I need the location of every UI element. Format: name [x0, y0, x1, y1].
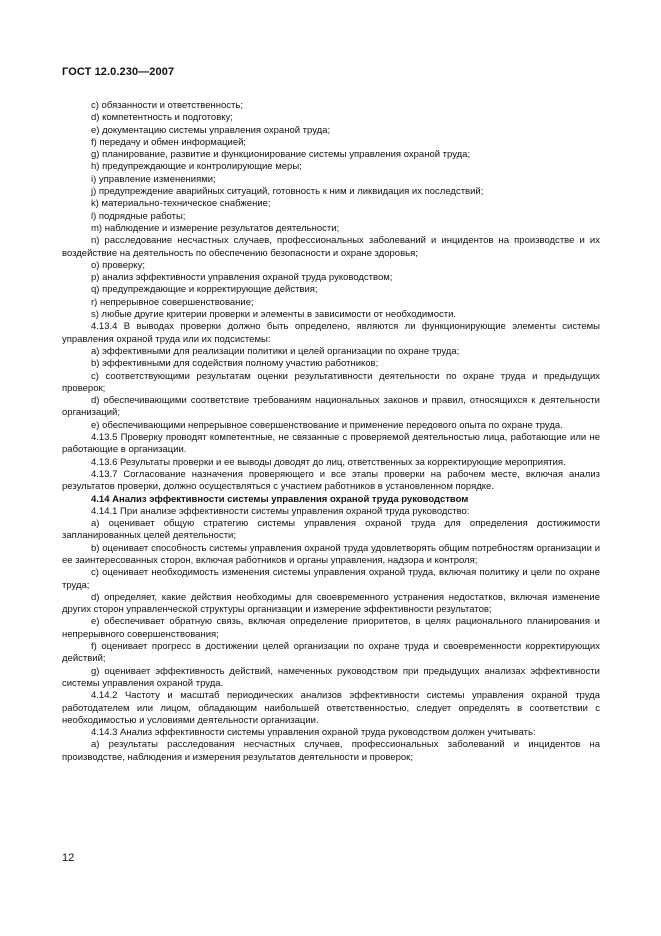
list-item: d) компетентность и подготовку;: [91, 112, 233, 124]
list-item: b) оценивает способность системы управления охраной труда удовлетворять общим потребностям организации и ее заинтересованных сторон, включая работников и органы управления, надзора и контроля;: [62, 542, 600, 566]
list-item: d) определяет, какие действия необходимы для своевременного устранения недостатков, включая изменение других сторон управленческой структуры организации и измерение эффективности результатов;: [62, 591, 600, 616]
list-item: f) передачу и обмен информацией;: [91, 136, 247, 148]
list-item: d) обеспечивающими соответствие требованиям национальных законов и правил, относящихся к деятельности организаций;: [62, 395, 600, 419]
list-item: a) оценивает общую стратегию системы управления охраной труда для определения достижимости запланированных целей деятельности;: [62, 518, 600, 542]
list-item: o) проверку;: [91, 259, 145, 271]
page-number: 12: [62, 852, 75, 864]
list-item: h) предупреждающие и контролирующие меры;: [91, 161, 302, 173]
list-item: a) результаты расследования несчастных случаев, профессиональных заболеваний и инцидентов на производстве, наблюдения и измерения результатов деятельности и проверок;: [62, 739, 600, 763]
list-item: c) обязанности и ответственность;: [91, 100, 243, 111]
clause-paragraph: 4.13.4 В выводах проверки должно быть определено, являются ли функционирующие элементы системы управления охраной труда или их подсистемы:: [62, 321, 600, 345]
list-item: e) обеспечивает обратную связь, включая определение приоритетов, в целях рационального планирования и непрерывного совершенствования;: [62, 616, 600, 640]
list-item: c) соответствующими результатам оценки результативности деятельности по охране труда и предыдущих проверок;: [62, 370, 600, 394]
list-item: i) управление изменениями;: [91, 173, 216, 185]
document-body: [62, 100, 600, 764]
clause-paragraph: 4.14.1 При анализе эффективности системы управления охраной труда руководство:: [91, 505, 470, 517]
list-item: k) материально-техническое снабжение;: [91, 198, 271, 210]
list-item: g) планирование, развитие и функционирование системы управления охраной труда;: [91, 149, 471, 161]
list-item: e) обеспечивающими непрерывное совершенствование и применение передового опыта по охране труда.: [91, 419, 563, 431]
list-item: j) предупреждение аварийных ситуаций, готовность к ним и ликвидация их последствий;: [91, 186, 484, 198]
clause-paragraph: 4.13.5 Проверку проводят компетентные, не связанные с проверяемой деятельностью лица, работающие или не работающие в организации.: [62, 432, 600, 456]
list-item: b) эффективными для содействия полному участию работников;: [91, 358, 379, 370]
list-item: a) эффективными для реализации политики и целей организации по охране труда;: [91, 345, 460, 357]
list-item: r) непрерывное совершенствование;: [91, 296, 254, 308]
document-header: ГОСТ 12.0.230—2007: [62, 66, 175, 78]
clause-paragraph: 4.14.2 Частоту и масштаб периодических анализов эффективности системы управления охраной труда работодателем или лицом, обладающим наибольшей ответственностью, следует определять в соответствии с необходимостью и условиями деятельности организации.: [62, 690, 600, 726]
section-heading: 4.14 Анализ эффективности системы управления охраной труда руководством: [91, 493, 469, 505]
list-item: g) оценивает эффективность действий, намеченных руководством при предыдущих анализах эффективности системы управления охраной труда.: [62, 665, 600, 689]
list-item: c) оценивает необходимость изменения системы управления охраной труда, включая политику и цели по охране труда;: [62, 567, 600, 591]
list-item: e) документацию системы управления охраной труда;: [91, 124, 331, 136]
list-item: p) анализ эффективности управления охраной труда руководством;: [91, 272, 393, 284]
list-item: s) любые другие критерии проверки и элементы в зависимости от необходимости.: [91, 309, 457, 321]
clause-paragraph: 4.13.6 Результаты проверки и ее выводы доводят до лиц, ответственных за корректирующие мероприятия.: [91, 456, 566, 468]
list-item: q) предупреждающие и корректирующие действия;: [91, 284, 318, 296]
list-item: m) наблюдение и измерение результатов деятельности;: [91, 222, 340, 234]
list-item: l) подрядные работы;: [91, 210, 186, 222]
list-item: n) расследование несчастных случаев, профессиональных заболеваний и инцидентов на производстве и их воздействие на деятельность по обеспечению безопасности и охране здоровья;: [62, 235, 600, 259]
clause-paragraph: 4.14.3 Анализ эффективности системы управления охраной труда руководством должен учитывать:: [91, 727, 536, 739]
list-item: f) оценивает прогресс в достижении целей организации по охране труда и своевременности корректирующих действий;: [62, 641, 600, 665]
clause-paragraph: 4.13.7 Согласование назначения проверяющего и все этапы проверки на рабочем месте, включая анализ результатов проверки, должно осуществляться с участием работников в установленном порядке.: [62, 468, 600, 493]
